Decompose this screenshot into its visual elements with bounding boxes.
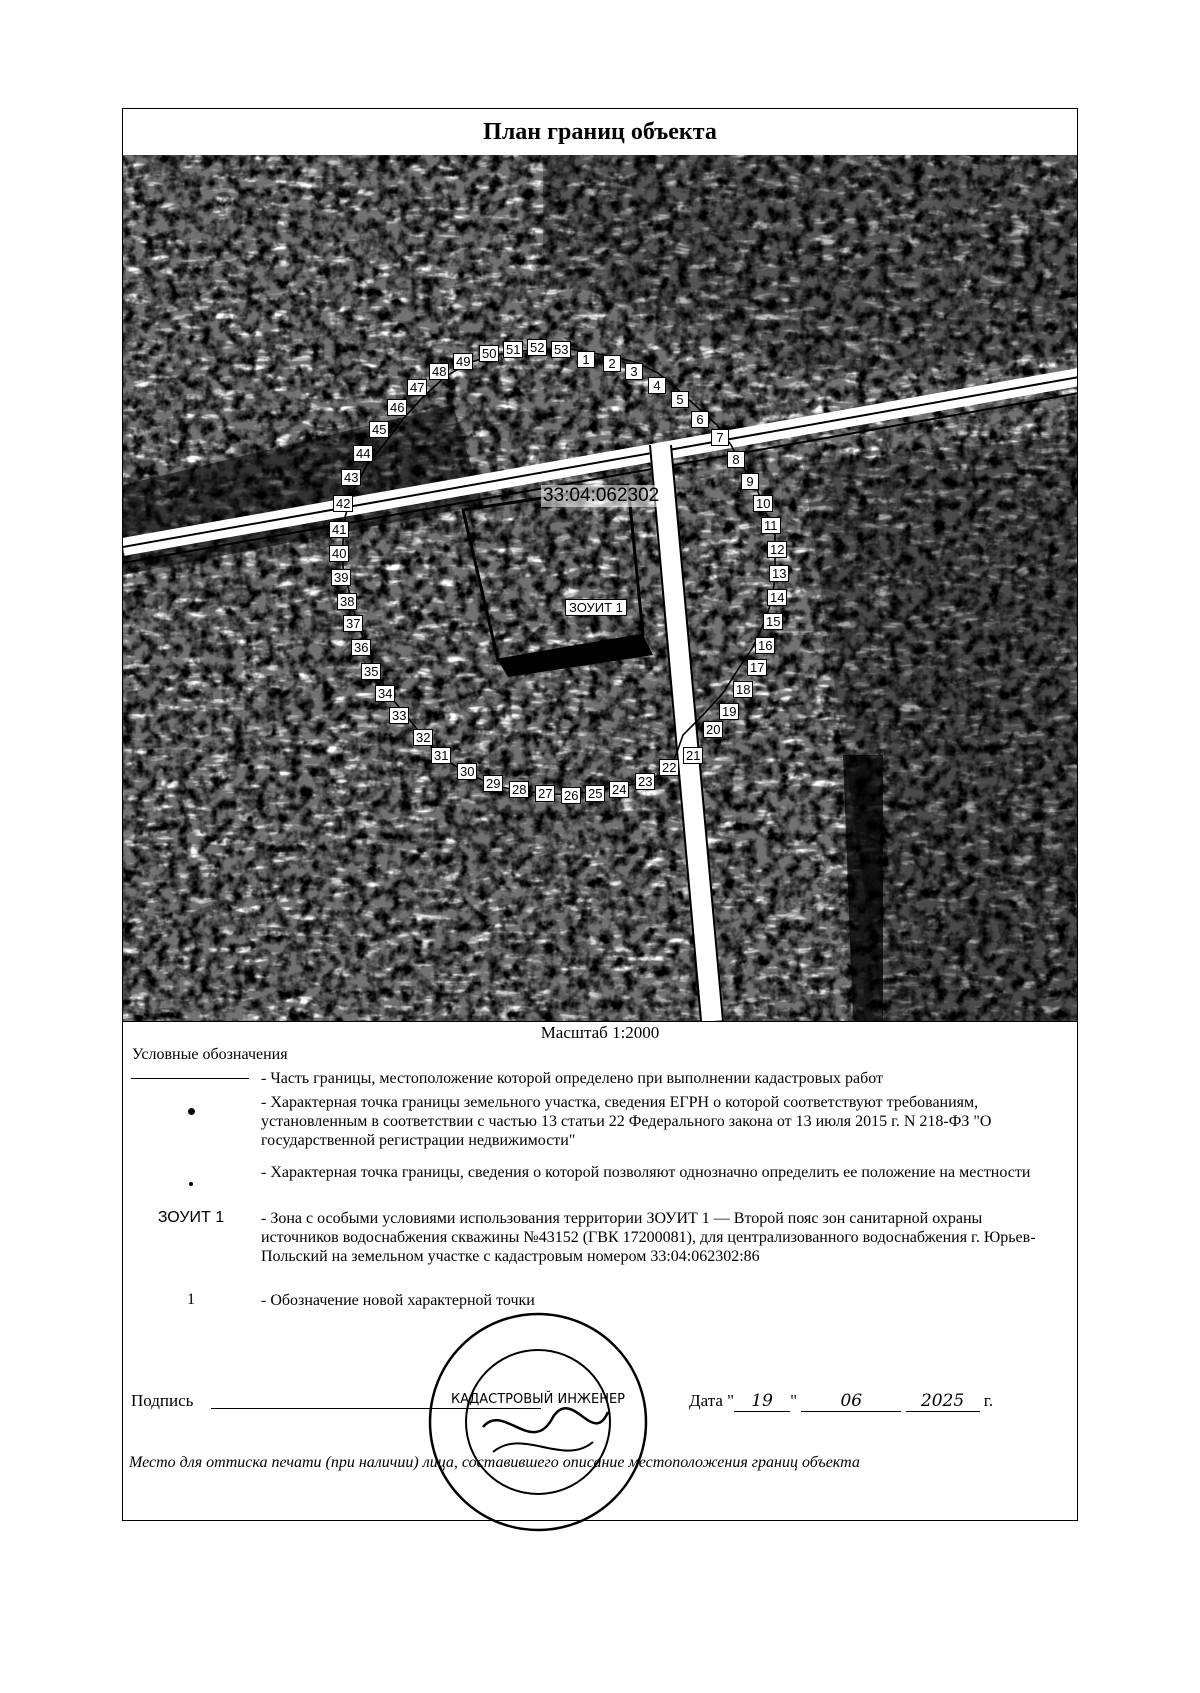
point-label: 41: [329, 521, 349, 538]
point-label: 22: [659, 759, 679, 776]
legend-symbol-line: [131, 1078, 249, 1079]
point-label: 45: [369, 421, 389, 438]
point-label: 40: [329, 545, 349, 562]
date-day: 19: [734, 1391, 790, 1412]
point-label: 36: [351, 639, 371, 656]
plan-frame: [122, 108, 1078, 1521]
legend-symbol-small-dot: [131, 1173, 251, 1191]
date-suffix: г.: [983, 1391, 994, 1410]
point-label: 15: [763, 613, 783, 630]
point-label: 6: [691, 411, 709, 428]
point-label: 10: [753, 495, 773, 512]
point-label: 17: [747, 659, 767, 676]
point-label: 31: [431, 747, 451, 764]
point-label: 12: [767, 541, 787, 558]
point-label: 52: [527, 339, 547, 356]
legend-text: - Обозначение новой характерной точки: [261, 1292, 535, 1309]
point-label: 2: [603, 355, 621, 372]
point-label: 1: [577, 351, 595, 368]
point-label: 28: [509, 781, 529, 798]
stamp-seal: [423, 1307, 653, 1537]
point-label: 24: [609, 781, 629, 798]
point-label: 44: [353, 445, 373, 462]
point-label: 14: [767, 589, 787, 606]
point-label: 29: [483, 775, 503, 792]
point-label: 47: [407, 379, 427, 396]
page-title: План границ объекта: [123, 109, 1077, 156]
point-label: 11: [761, 517, 781, 534]
stamp-text: КАДАСТРОВЫЙ ИНЖЕНЕР: [450, 1392, 626, 1407]
point-label: 25: [585, 785, 605, 802]
signature-label: Подпись: [131, 1391, 194, 1410]
legend-text: - Характерная точка границы, сведения о которой позволяют однозначно определить ее положение на местности: [261, 1164, 1031, 1181]
point-label: 5: [671, 391, 689, 408]
point-label: 27: [535, 785, 555, 802]
point-label: 37: [343, 615, 363, 632]
point-label: 53: [551, 341, 571, 358]
point-label: 4: [648, 377, 666, 394]
date-block: Дата " 19 " 06 2025 г.: [689, 1391, 994, 1411]
map-scale: Масштаб 1:2000: [540, 1023, 660, 1042]
point-label: 16: [755, 637, 775, 654]
cadastral-number: 33:04:062302: [543, 485, 660, 506]
zone-label: ЗОУИТ 1: [565, 599, 627, 616]
point-label: 42: [333, 495, 353, 512]
point-label: 30: [457, 763, 477, 780]
date-month: 06: [801, 1391, 901, 1412]
date-label: Дата: [689, 1391, 723, 1410]
point-label: 32: [413, 729, 433, 746]
point-label: 7: [711, 429, 729, 446]
point-label: 23: [635, 773, 655, 790]
point-label: 51: [503, 341, 523, 358]
point-label: 20: [703, 721, 723, 738]
legend-symbol-point-number: 1: [187, 1291, 195, 1308]
date-year: 2025: [906, 1391, 980, 1412]
point-label: 21: [683, 747, 703, 764]
legend-title: Условные обозначения: [132, 1046, 288, 1063]
point-label: 50: [479, 345, 499, 362]
point-label: 38: [337, 593, 357, 610]
point-label: 35: [361, 663, 381, 680]
point-label: 46: [387, 399, 407, 416]
point-label: 33: [389, 707, 409, 724]
legend-text: - Характерная точка границы земельного участка, сведения ЕГРН о которой соответствуют требованиям, установленным в соответствии с частью 13 статьи 22 Федерального закона от 13 июля 2015 г. N 218-ФЗ "О государственной регистрации недвижимости": [261, 1094, 992, 1149]
point-label: 49: [453, 353, 473, 370]
point-label: 3: [625, 363, 643, 380]
legend-symbol-big-dot: [131, 1102, 251, 1120]
point-label: 19: [719, 703, 739, 720]
point-label: 39: [331, 569, 351, 586]
point-label: 8: [727, 451, 745, 468]
map-canvas: [123, 155, 1077, 1021]
stamp-place-note: Место для оттиска печати (при наличии) лица, составившего описание местоположения границ объекта: [129, 1454, 860, 1471]
legend-text: - Зона с особыми условиями использования территории ЗОУИТ 1 — Второй пояс зон санитарной охраны источников водоснабжения скважины №43152 (ГВК 17200081), для централизованного водоснабжения г. Юрьев-Польский на земельном участке с кадастровым номером 33:04:062302:86: [261, 1210, 1036, 1265]
point-label: 13: [769, 565, 789, 582]
legend-symbol-zone: ЗОУИТ 1: [157, 1209, 225, 1226]
legend-text: - Часть границы, местоположение которой определено при выполнении кадастровых работ: [261, 1070, 883, 1087]
point-label: 26: [561, 787, 581, 804]
point-label: 48: [429, 363, 449, 380]
aerial-map: [123, 155, 1077, 1022]
point-label: 18: [733, 681, 753, 698]
point-label: 9: [741, 473, 759, 490]
point-label: 34: [375, 685, 395, 702]
point-label: 43: [341, 469, 361, 486]
